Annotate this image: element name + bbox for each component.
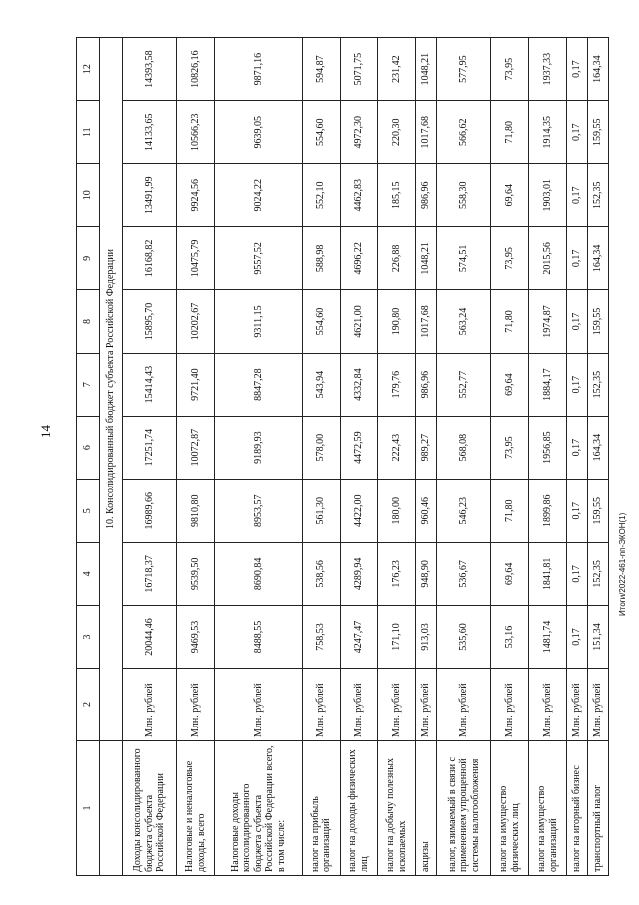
value-cell: 231,42 <box>378 38 416 101</box>
row-label: транспортный налог <box>587 741 608 876</box>
value-cell: 222,43 <box>378 416 416 479</box>
value-cell: 989,27 <box>416 416 437 479</box>
value-cell: 4462,83 <box>340 164 378 227</box>
value-cell: 8488,55 <box>215 605 303 668</box>
value-cell: 15414,43 <box>123 353 177 416</box>
value-cell: 152,35 <box>587 353 608 416</box>
value-cell: 8953,57 <box>215 479 303 542</box>
column-header: 10 <box>77 164 100 227</box>
row-label: акцизы <box>416 741 437 876</box>
value-cell: 960,46 <box>416 479 437 542</box>
row-label: налог на имущество организаций <box>529 741 567 876</box>
value-cell: 558,30 <box>437 164 491 227</box>
value-cell: 568,08 <box>437 416 491 479</box>
value-cell: 176,23 <box>378 542 416 605</box>
value-cell: 8690,84 <box>215 542 303 605</box>
value-cell: 69,64 <box>491 353 529 416</box>
value-cell: 9557,52 <box>215 227 303 290</box>
value-cell: 0,17 <box>566 605 587 668</box>
unit-cell: Млн. рублей <box>378 669 416 741</box>
value-cell: 180,00 <box>378 479 416 542</box>
value-cell: 948,90 <box>416 542 437 605</box>
value-cell: 159,55 <box>587 101 608 164</box>
value-cell: 10826,16 <box>177 38 215 101</box>
value-cell: 594,87 <box>302 38 340 101</box>
unit-cell: Млн. рублей <box>566 669 587 741</box>
unit-cell: Млн. рублей <box>529 669 567 741</box>
value-cell: 566,62 <box>437 101 491 164</box>
value-cell: 10566,23 <box>177 101 215 164</box>
value-cell: 0,17 <box>566 290 587 353</box>
column-header: 2 <box>77 669 100 741</box>
value-cell: 986,96 <box>416 353 437 416</box>
value-cell: 152,35 <box>587 542 608 605</box>
value-cell: 71,80 <box>491 101 529 164</box>
value-cell: 151,34 <box>587 605 608 668</box>
unit-cell: Млн. рублей <box>177 669 215 741</box>
footer-code: Итоги/2022-461-пп-ЭКОН(1) <box>618 512 627 616</box>
value-cell: 577,95 <box>437 38 491 101</box>
value-cell: 4422,00 <box>340 479 378 542</box>
unit-cell: Млн. рублей <box>123 669 177 741</box>
value-cell: 159,55 <box>587 290 608 353</box>
value-cell: 0,17 <box>566 164 587 227</box>
value-cell: 1017,68 <box>416 101 437 164</box>
value-cell: 5071,75 <box>340 38 378 101</box>
value-cell: 4472,59 <box>340 416 378 479</box>
row-label: налог на доходы физических лиц <box>340 741 378 876</box>
table-row <box>587 38 608 876</box>
unit-cell: Млн. рублей <box>215 669 303 741</box>
value-cell: 71,80 <box>491 290 529 353</box>
value-cell: 758,53 <box>302 605 340 668</box>
row-label: налог на игорный бизнес <box>566 741 587 876</box>
unit-cell: Млн. рублей <box>340 669 378 741</box>
value-cell: 9311,15 <box>215 290 303 353</box>
value-cell: 69,64 <box>491 164 529 227</box>
row-label: налог на прибыль организаций <box>302 741 340 876</box>
value-cell: 1884,17 <box>529 353 567 416</box>
value-cell: 0,17 <box>566 101 587 164</box>
value-cell: 10475,79 <box>177 227 215 290</box>
value-cell: 179,76 <box>378 353 416 416</box>
value-cell: 1048,21 <box>416 38 437 101</box>
value-cell: 16989,66 <box>123 479 177 542</box>
table-row <box>302 38 340 876</box>
value-cell: 185,15 <box>378 164 416 227</box>
value-cell: 71,80 <box>491 479 529 542</box>
value-cell: 16718,37 <box>123 542 177 605</box>
table-row <box>215 38 303 876</box>
value-cell: 159,55 <box>587 479 608 542</box>
table-row <box>378 38 416 876</box>
header-row <box>77 38 100 876</box>
value-cell: 543,94 <box>302 353 340 416</box>
value-cell: 10072,87 <box>177 416 215 479</box>
value-cell: 226,88 <box>378 227 416 290</box>
value-cell: 9871,16 <box>215 38 303 101</box>
value-cell: 546,23 <box>437 479 491 542</box>
value-cell: 4247,47 <box>340 605 378 668</box>
value-cell: 1956,85 <box>529 416 567 479</box>
page-number: 14 <box>38 425 53 438</box>
value-cell: 4972,30 <box>340 101 378 164</box>
value-cell: 152,35 <box>587 164 608 227</box>
value-cell: 4696,22 <box>340 227 378 290</box>
column-header: 5 <box>77 479 100 542</box>
unit-cell: Млн. рублей <box>302 669 340 741</box>
value-cell: 13491,99 <box>123 164 177 227</box>
value-cell: 0,17 <box>566 542 587 605</box>
row-label: налог на имущество физических лиц <box>491 741 529 876</box>
value-cell: 561,30 <box>302 479 340 542</box>
column-header: 8 <box>77 290 100 353</box>
value-cell: 1974,87 <box>529 290 567 353</box>
value-cell: 536,67 <box>437 542 491 605</box>
value-cell: 563,24 <box>437 290 491 353</box>
value-cell: 578,00 <box>302 416 340 479</box>
value-cell: 913,03 <box>416 605 437 668</box>
table-row <box>416 38 437 876</box>
table-row <box>177 38 215 876</box>
unit-cell: Млн. рублей <box>416 669 437 741</box>
value-cell: 0,17 <box>566 353 587 416</box>
value-cell: 171,10 <box>378 605 416 668</box>
value-cell: 1048,21 <box>416 227 437 290</box>
value-cell: 574,51 <box>437 227 491 290</box>
value-cell: 17251,74 <box>123 416 177 479</box>
table-row <box>566 38 587 876</box>
value-cell: 164,34 <box>587 227 608 290</box>
value-cell: 14393,58 <box>123 38 177 101</box>
value-cell: 164,34 <box>587 416 608 479</box>
value-cell: 9189,93 <box>215 416 303 479</box>
column-header: 12 <box>77 38 100 101</box>
value-cell: 9810,80 <box>177 479 215 542</box>
value-cell: 9924,56 <box>177 164 215 227</box>
column-header: 7 <box>77 353 100 416</box>
row-label: налог, взимаемый в связи с применением упрощенной системы налогообложения <box>437 741 491 876</box>
value-cell: 986,96 <box>416 164 437 227</box>
unit-cell: Млн. рублей <box>491 669 529 741</box>
value-cell: 1937,33 <box>529 38 567 101</box>
table-row <box>340 38 378 876</box>
value-cell: 73,95 <box>491 227 529 290</box>
row-label: Налоговые и неналоговые доходы, всего <box>177 741 215 876</box>
value-cell: 0,17 <box>566 38 587 101</box>
value-cell: 1903,01 <box>529 164 567 227</box>
table-row <box>491 38 529 876</box>
value-cell: 73,95 <box>491 38 529 101</box>
budget-table <box>76 37 609 876</box>
table-row <box>529 38 567 876</box>
value-cell: 20044,46 <box>123 605 177 668</box>
value-cell: 0,17 <box>566 479 587 542</box>
unit-cell: Млн. рублей <box>587 669 608 741</box>
value-cell: 16168,82 <box>123 227 177 290</box>
section-title: 10. Консолидированный бюджет субъекта Российской Федерации <box>100 38 123 741</box>
budget-table-container <box>76 38 609 876</box>
value-cell: 1481,74 <box>529 605 567 668</box>
value-cell: 8847,28 <box>215 353 303 416</box>
value-cell: 14133,65 <box>123 101 177 164</box>
value-cell: 538,56 <box>302 542 340 605</box>
value-cell: 4289,94 <box>340 542 378 605</box>
value-cell: 15895,70 <box>123 290 177 353</box>
value-cell: 53,16 <box>491 605 529 668</box>
row-label: Доходы консолидированного бюджета субъекта Российской Федерации <box>123 741 177 876</box>
value-cell: 4621,00 <box>340 290 378 353</box>
value-cell: 1899,86 <box>529 479 567 542</box>
value-cell: 1017,68 <box>416 290 437 353</box>
value-cell: 73,95 <box>491 416 529 479</box>
unit-cell: Млн. рублей <box>437 669 491 741</box>
value-cell: 554,60 <box>302 290 340 353</box>
value-cell: 10202,67 <box>177 290 215 353</box>
value-cell: 535,60 <box>437 605 491 668</box>
value-cell: 164,34 <box>587 38 608 101</box>
column-header: 3 <box>77 605 100 668</box>
value-cell: 552,10 <box>302 164 340 227</box>
value-cell: 0,17 <box>566 227 587 290</box>
value-cell: 1841,81 <box>529 542 567 605</box>
value-cell: 588,98 <box>302 227 340 290</box>
column-header: 4 <box>77 542 100 605</box>
value-cell: 9024,22 <box>215 164 303 227</box>
column-header: 1 <box>77 741 100 876</box>
value-cell: 220,30 <box>378 101 416 164</box>
column-header: 6 <box>77 416 100 479</box>
value-cell: 9469,53 <box>177 605 215 668</box>
value-cell: 69,64 <box>491 542 529 605</box>
value-cell: 4332,84 <box>340 353 378 416</box>
value-cell: 1914,35 <box>529 101 567 164</box>
row-label: налог на добычу полезных ископаемых <box>378 741 416 876</box>
value-cell: 554,60 <box>302 101 340 164</box>
value-cell: 552,77 <box>437 353 491 416</box>
column-header: 11 <box>77 101 100 164</box>
table-row <box>123 38 177 876</box>
value-cell: 190,80 <box>378 290 416 353</box>
column-header: 9 <box>77 227 100 290</box>
value-cell: 9639,05 <box>215 101 303 164</box>
value-cell: 2015,56 <box>529 227 567 290</box>
table-row <box>437 38 491 876</box>
value-cell: 9721,40 <box>177 353 215 416</box>
value-cell: 0,17 <box>566 416 587 479</box>
row-label: Налоговые доходы консолидированного бюджета субъекта Российской Федерации всего, в том числе: <box>215 741 303 876</box>
value-cell: 9539,50 <box>177 542 215 605</box>
section-row <box>100 38 123 876</box>
